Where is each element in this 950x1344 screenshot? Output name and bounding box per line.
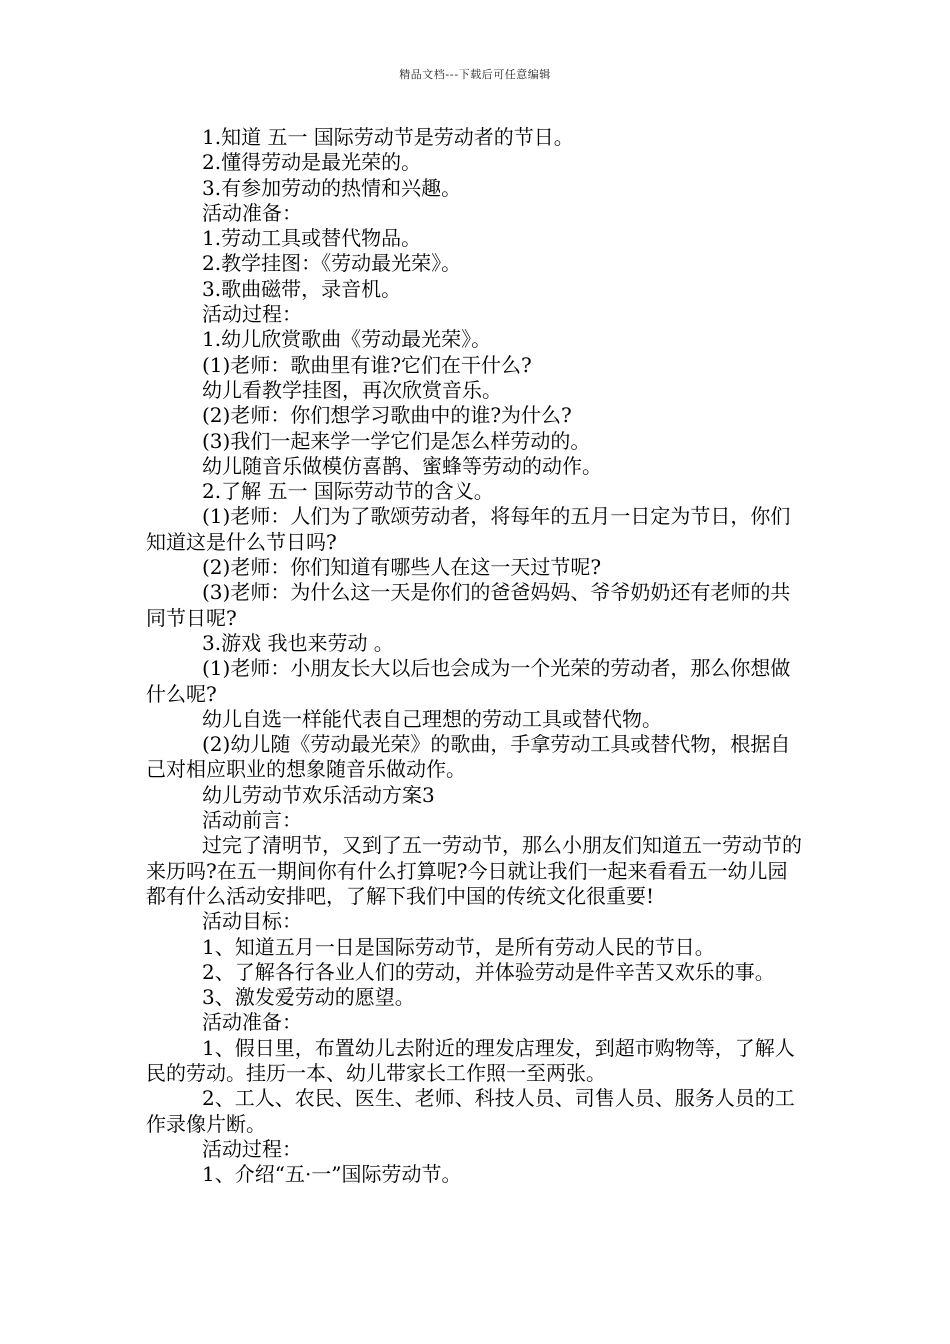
paragraph: (3)我们一起来学一学它们是怎么样劳动的。	[202, 428, 591, 453]
paragraph: 幼儿随音乐做模仿喜鹊、蜜蜂等劳动的动作。	[202, 453, 602, 478]
paragraph: (3)老师：为什么这一天是你们的爸爸妈妈、爷爷奶奶还有老师的共同节日呢?	[146, 580, 791, 630]
section-heading: 活动目标：	[202, 909, 302, 934]
paragraph: 2、工人、农民、医生、老师、科技人员、司售人员、服务人员的工作录像片断。	[146, 1086, 795, 1136]
paragraph: 2、了解各行各业人们的劳动，并体验劳动是件辛苦又欢乐的事。	[202, 959, 775, 984]
paragraph: (1)老师：小朋友长大以后也会成为一个光荣的劳动者，那么你想做什么呢?	[146, 656, 791, 706]
section-heading: 活动前言：	[202, 808, 302, 833]
page-header: 精品文档---下载后可任意编辑	[399, 68, 551, 81]
document-body	[146, 125, 806, 1187]
paragraph: 2.了解 五一 国际劳动节的含义。	[202, 479, 494, 504]
paragraph: 3.游戏 我也来劳动 。	[202, 630, 394, 655]
paragraph: 3、激发爱劳动的愿望。	[202, 985, 415, 1010]
paragraph: 3.歌曲磁带，录音机。	[202, 276, 402, 301]
paragraph: 1、假日里，布置幼儿去附近的理发店理发，到超市购物等，了解人民的劳动。挂历一本、幼儿带家长工作照一至两张。	[146, 1035, 795, 1085]
paragraph: 过完了清明节，又到了五一劳动节，那么小朋友们知道五一劳动节的来历吗?在五一期间你有什么打算呢?今日就让我们一起来看看五一幼儿园都有什么活动安排吧，了解下我们中国的传统文化很重要!	[146, 833, 802, 908]
section-heading: 活动准备：	[202, 1010, 302, 1035]
paragraph: 2.懂得劳动是最光荣的。	[202, 150, 422, 175]
paragraph: 幼儿自选一样能代表自己理想的劳动工具或替代物。	[202, 706, 662, 731]
paragraph: (1)老师：人们为了歌颂劳动者，将每年的五月一日定为节日，你们知道这是什么节日吗?	[146, 504, 791, 554]
paragraph: 1.劳动工具或替代物品。	[202, 226, 422, 251]
paragraph: 1.知道 五一 国际劳动节是劳动者的节日。	[202, 125, 574, 149]
section-heading: 活动过程：	[202, 302, 302, 327]
paragraph: 1、知道五月一日是国际劳动节，是所有劳动人民的节日。	[202, 934, 715, 959]
section-heading: 活动过程：	[202, 1136, 302, 1161]
paragraph: 3.有参加劳动的热情和兴趣。	[202, 175, 462, 200]
paragraph: (2)老师：你们知道有哪些人在这一天过节呢?	[202, 555, 602, 580]
paragraph: 2.教学挂图：《劳动最光荣》。	[202, 251, 462, 276]
paragraph: 幼儿看教学挂图，再次欣赏音乐。	[202, 377, 502, 402]
section-heading: 活动准备：	[202, 200, 302, 225]
section-title: 幼儿劳动节欢乐活动方案3	[202, 782, 435, 807]
paragraph: 1、介绍“五·一”国际劳动节。	[202, 1162, 462, 1187]
paragraph: (2)幼儿随《劳动最光荣》的歌曲，手拿劳动工具或替代物，根据自己对相应职业的想象随音乐做动作。	[146, 732, 791, 782]
paragraph: (2)老师：你们想学习歌曲中的谁?为什么?	[202, 403, 572, 428]
paragraph: 1.幼儿欣赏歌曲《劳动最光荣》。	[202, 327, 492, 352]
paragraph: (1)老师：歌曲里有谁?它们在干什么?	[202, 352, 532, 377]
